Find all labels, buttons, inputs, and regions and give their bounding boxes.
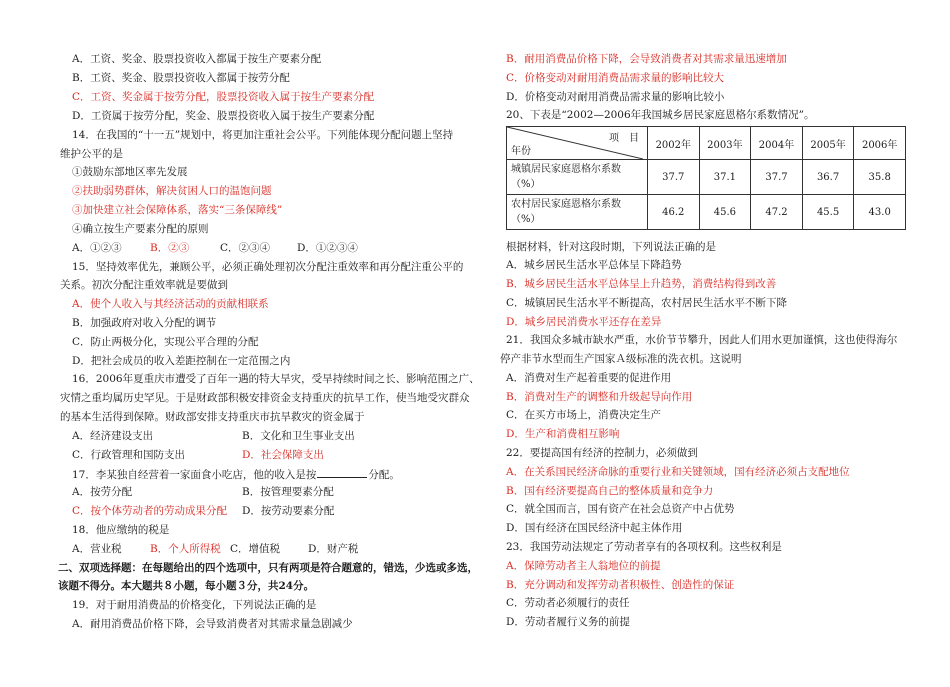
q16-option-b: B．文化和卫生事业支出 xyxy=(242,430,355,442)
row-label-urban xyxy=(507,160,648,195)
section2-heading-line2: 该题不得分。本大题共８小题，每小题３分，共24分。 xyxy=(58,580,315,592)
table-header-row xyxy=(507,127,906,160)
corner-label-item: 项 目 xyxy=(609,133,639,144)
year-header: 2003年 xyxy=(699,127,751,160)
q14-item-4: ④确立按生产要素分配的原则 xyxy=(72,223,209,235)
q13-option-a: A．工资、奖金、股票投资收入都属于按生产要素分配 xyxy=(72,53,322,65)
q15-option-b: B．加强政府对收入分配的调节 xyxy=(72,317,217,329)
table-cell: 46.2 xyxy=(648,195,700,230)
q14-stem-line1: 14．在我国的“十一五”规划中，将更加注重社会公平。下列能体现分配问题上坚持 xyxy=(72,129,454,141)
q21-option-a: A．消费对生产起着重要的促进作用 xyxy=(506,372,672,384)
q21-option-d: D．生产和消费相互影响 xyxy=(506,428,620,440)
q17-stem-after: 分配。 xyxy=(368,469,400,481)
q15-option-d: D．把社会成员的收入差距控制在一定范围之内 xyxy=(72,355,291,367)
q19-option-d: D．价格变动对耐用消费品需求量的影响比较小 xyxy=(506,91,725,103)
row-label-text: 城镇居民家庭恩格尔系数 xyxy=(511,164,621,175)
q22-option-b: B．国有经济要提高自己的整体质量和竞争力 xyxy=(506,485,714,497)
q14-item-1: ①鼓励东部地区率先发展 xyxy=(72,166,188,178)
q14-item-2: ②扶助弱势群体，解决贫困人口的温饱问题 xyxy=(72,185,272,197)
q13-option-b: B．工资、奖金、股票投资收入都属于按劳分配 xyxy=(72,72,290,84)
q16-stem-line1: 16．2006年夏重庆市遭受了百年一遇的特大旱灾，受旱持续时间之长、影响范围之广、 xyxy=(72,373,480,385)
table-corner-cell xyxy=(507,127,648,160)
table-cell: 35.8 xyxy=(854,160,906,195)
q23-option-b: B．充分调动和发挥劳动者积极性、创造性的保证 xyxy=(506,579,735,591)
row-label-unit: （%） xyxy=(511,214,541,225)
row-label-unit: （%） xyxy=(511,179,541,190)
q15-stem-line2: 关系。初次分配注重效率就是要做到 xyxy=(60,279,228,291)
q20-stem: 20、下表是“2002—2006年我国城乡居民家庭恩格尔系数情况”。 xyxy=(506,109,815,121)
table-row-rural xyxy=(507,195,906,230)
table-cell: 45.5 xyxy=(802,195,854,230)
q16-option-a: A．经济建设支出 xyxy=(72,430,154,442)
q14-item-3: ③加快建立社会保障体系，落实“三条保障线” xyxy=(72,204,283,216)
q18-stem: 18．他应缴纳的税是 xyxy=(72,524,170,536)
engel-coefficient-table xyxy=(506,126,906,230)
q20-option-c: C．城镇居民生活水平不断提高，农村居民生活水平不断下降 xyxy=(506,297,788,309)
q14-option-a: A．①②③ xyxy=(72,242,122,254)
q14-option-b: B．②③ xyxy=(150,242,190,254)
q20-option-b: B．城乡居民生活水平总体呈上升趋势，消费结构得到改善 xyxy=(506,278,777,290)
q15-stem-line1: 15．坚持效率优先，兼顾公平，必须正确处理初次分配注重效率和再分配注重公平的 xyxy=(72,261,464,273)
q19-stem: 19．对于耐用消费品的价格变化，下列说法正确的是 xyxy=(72,599,317,611)
q16-stem-line3: 的基本生活得到保障。财政部安排支持重庆市抗旱救灾的资金属于 xyxy=(60,411,365,423)
q21-option-c: C．在买方市场上，消费决定生产 xyxy=(506,409,662,421)
row-label-rural xyxy=(507,195,648,230)
q14-option-c: C．②③④ xyxy=(220,242,271,254)
corner-label-year: 年份 xyxy=(511,146,531,157)
q17-blank xyxy=(317,467,367,478)
q19-option-b: B．耐用消费品价格下降，会导致消费者对其需求量迅速增加 xyxy=(506,53,787,65)
q16-option-d: D．社会保障支出 xyxy=(242,449,324,461)
table-cell: 47.2 xyxy=(751,195,803,230)
q23-option-c: C．劳动者必须履行的责任 xyxy=(506,597,630,609)
q16-stem-line2: 灾情之重均属历史罕见。于是财政部积极安排资金支持重庆的抗旱工作，使当地受灾群众 xyxy=(60,392,470,404)
q17-stem xyxy=(72,467,400,482)
q21-stem-line1: 21．我国众多城市缺水严重，水价节节攀升，因此人们用水更加谨慎，这也使得海尔 xyxy=(506,334,898,346)
q17-option-c: C．按个体劳动者的劳动成果分配 xyxy=(72,505,228,517)
q20-option-d: D．城乡居民消费水平还存在差异 xyxy=(506,316,662,328)
q18-option-c: C．增值税 xyxy=(230,543,281,555)
q23-stem: 23．我国劳动法规定了劳动者享有的各项权利。这些权利是 xyxy=(506,541,782,553)
section2-heading-line1: 二、双项选择题：在每题给出的四个选项中，只有两项是符合题意的，错选，少选或多选， xyxy=(58,562,478,574)
q19-option-a: A．耐用消费品价格下降，会导致消费者对其需求量急剧减少 xyxy=(72,618,353,630)
q23-option-d: D．劳动者履行义务的前提 xyxy=(506,616,630,628)
q19-option-c: C．价格变动对耐用消费品需求量的影响比较大 xyxy=(506,72,725,84)
q14-stem-line2: 维护公平的是 xyxy=(60,148,123,160)
q15-option-c: C．防止两极分化，实现公平合理的分配 xyxy=(72,336,259,348)
q22-option-a: A．在关系国民经济命脉的重要行业和关键领域，国有经济必须占支配地位 xyxy=(506,466,850,478)
table-cell: 37.1 xyxy=(699,160,751,195)
q20-question: 根据材料，针对这段时期，下列说法正确的是 xyxy=(506,241,716,253)
q17-option-a: A．按劳分配 xyxy=(72,486,133,498)
q18-option-b: B．个人所得税 xyxy=(150,543,221,555)
q21-option-b: B．消费对生产的调整和升级起导向作用 xyxy=(506,391,693,403)
q17-stem-before: 17．李某独自经营着一家面食小吃店，他的收入是按 xyxy=(72,469,317,481)
table-row-urban xyxy=(507,160,906,195)
year-header: 2002年 xyxy=(648,127,700,160)
table-cell: 37.7 xyxy=(751,160,803,195)
q17-option-d: D．按劳动要素分配 xyxy=(242,505,335,517)
q18-option-d: D．财产税 xyxy=(308,543,359,555)
row-label-text: 农村居民家庭恩格尔系数 xyxy=(511,199,621,210)
q13-option-d: D．工资属于按劳分配，奖金、股票投资收入属于按生产要素分配 xyxy=(72,110,375,122)
q23-option-a: A．保障劳动者主人翁地位的前提 xyxy=(506,560,661,572)
q15-option-a: A．使个人收入与其经济活动的贡献相联系 xyxy=(72,298,269,310)
table-cell: 37.7 xyxy=(648,160,700,195)
q17-option-b: B．按管理要素分配 xyxy=(242,486,334,498)
q18-option-a: A．营业税 xyxy=(72,543,122,555)
q14-option-d: D．①②③④ xyxy=(297,242,358,254)
year-header: 2006年 xyxy=(854,127,906,160)
year-header: 2004年 xyxy=(751,127,803,160)
q16-option-c: C．行政管理和国防支出 xyxy=(72,449,186,461)
q22-option-d: D．国有经济在国民经济中起主体作用 xyxy=(506,522,683,534)
q22-stem: 22．要提高国有经济的控制力，必须做到 xyxy=(506,447,698,459)
table-cell: 36.7 xyxy=(802,160,854,195)
q13-option-c: C．工资、奖金属于按劳分配，股票投资收入属于按生产要素分配 xyxy=(72,91,375,103)
q21-stem-line2: 停产非节水型而生产国家Ａ级标准的洗衣机。这说明 xyxy=(500,353,742,365)
table-cell: 43.0 xyxy=(854,195,906,230)
q20-option-a: A．城乡居民生活水平总体呈下降趋势 xyxy=(506,259,682,271)
q22-option-c: C．就全国而言，国有资产在社会总资产中占优势 xyxy=(506,503,735,515)
year-header: 2005年 xyxy=(802,127,854,160)
table-cell: 45.6 xyxy=(699,195,751,230)
